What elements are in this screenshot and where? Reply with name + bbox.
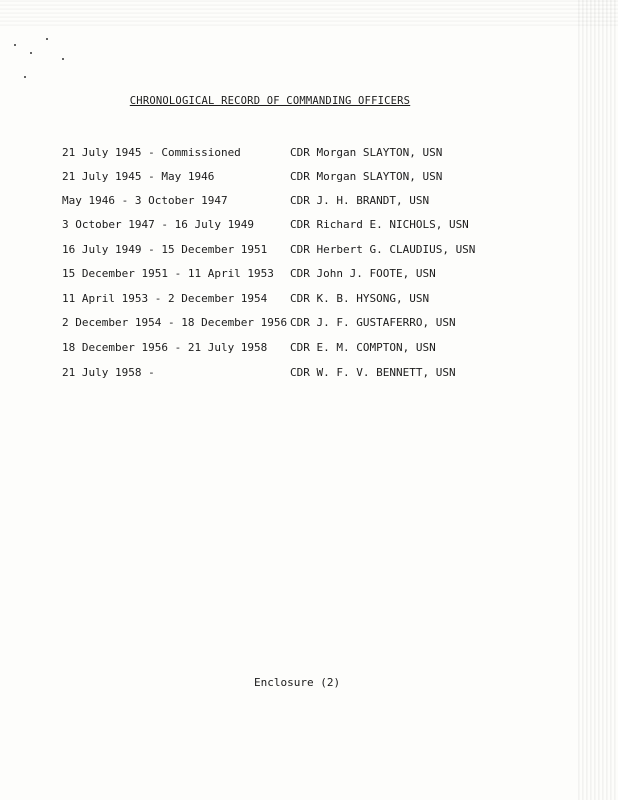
- record-period: 3 October 1947 - 16 July 1949: [62, 218, 255, 231]
- record-officer: CDR John J. FOOTE, USN: [290, 267, 436, 280]
- record-period: 15 December 1951 - 11 April 1953: [62, 267, 274, 280]
- scan-artifact-top: [0, 0, 618, 26]
- record-officer: CDR Herbert G. CLAUDIUS, USN: [290, 243, 476, 256]
- enclosure-label: Enclosure (2): [254, 676, 341, 689]
- scan-speck: [24, 76, 26, 78]
- record-row: [0, 243, 618, 259]
- record-officer: CDR J. F. GUSTAFERRO, USN: [290, 316, 456, 329]
- record-officer: CDR E. M. COMPTON, USN: [290, 341, 436, 354]
- record-row: [0, 267, 618, 283]
- record-officer: CDR W. F. V. BENNETT, USN: [290, 366, 456, 379]
- record-period: 11 April 1953 - 2 December 1954: [62, 292, 268, 305]
- record-officer: CDR Richard E. NICHOLS, USN: [290, 218, 469, 231]
- scan-speck: [62, 58, 64, 60]
- record-officer: CDR Morgan SLAYTON, USN: [290, 146, 443, 159]
- record-row: [0, 341, 618, 357]
- record-row: [0, 218, 618, 234]
- document-title: CHRONOLOGICAL RECORD OF COMMANDING OFFICERS: [129, 95, 411, 107]
- record-row: [0, 366, 618, 382]
- scan-artifact-right: [578, 0, 618, 800]
- record-period: 21 July 1945 - May 1946: [62, 170, 215, 183]
- record-period: 18 December 1956 - 21 July 1958: [62, 341, 268, 354]
- record-row: [0, 170, 618, 186]
- record-period: 2 December 1954 - 18 December 1956: [62, 316, 288, 329]
- record-period: 21 July 1945 - Commissioned: [62, 146, 241, 159]
- record-officer: CDR Morgan SLAYTON, USN: [290, 170, 443, 183]
- record-row: [0, 316, 618, 332]
- scan-speck: [30, 52, 32, 54]
- scan-speck: [14, 44, 16, 46]
- record-row: [0, 146, 618, 162]
- record-period: May 1946 - 3 October 1947: [62, 194, 228, 207]
- record-row: [0, 194, 618, 210]
- record-officer: CDR K. B. HYSONG, USN: [290, 292, 430, 305]
- record-period: 21 July 1958 -: [62, 366, 155, 379]
- scan-speck: [46, 38, 48, 40]
- record-period: 16 July 1949 - 15 December 1951: [62, 243, 268, 256]
- record-officer: CDR J. H. BRANDT, USN: [290, 194, 430, 207]
- record-row: [0, 292, 618, 308]
